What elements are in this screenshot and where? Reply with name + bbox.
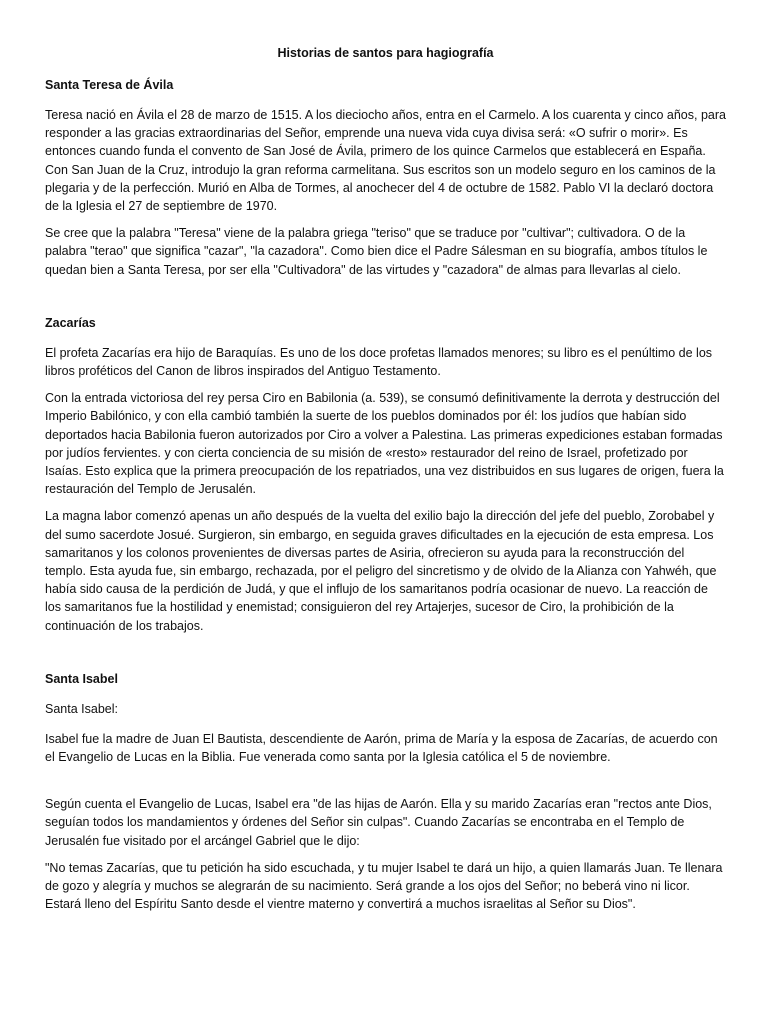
paragraph: Con la entrada victoriosa del rey persa Ciro en Babilonia (a. 539), se consumó definitivamente la derrota y destrucción del Imperio Babilónico, y con ella cambió también la suerte de los pueblos dominados por él: los judíos que habían sido deportados hacia Babilonia fueron autorizados por Ciro a volver a Palestina. Las primeras expediciones estaban formadas por judíos fervientes. y con cierta conciencia de su misión de «resto» restaurador del reino de Israel, profetizado por Isaías. Esto explica que la primera preocupación de los repatriados, una vez distribuidos en sus lugares de origen, fuera la restauración del Templo de Jerusalén. xyxy=(45,391,724,497)
paragraph: El profeta Zacarías era hijo de Baraquías. Es uno de los doce profetas llamados menores; su libro es el penúltimo de los libros proféticos del Canon de libros inspirados del Antiguo Testamento. xyxy=(45,345,713,379)
paragraph: La magna labor comenzó apenas un año después de la vuelta del exilio bajo la dirección del jefe del pueblo, Zorobabel y del sumo sacerdote Josué. Surgieron, sin embargo, en seguida graves dificultades en la ejecución de esta empresa. Los samaritanos y los colonos provenientes de diversas partes de Asiria, ofrecieron su ayuda para la reconstrucción del templo. Esta ayuda fue, sin embargo, rechazada, por el peligro del sincretismo y de olvido de la Alianza con Yahwéh, que había sido causa de la perdición de Judá, y que el influjo de los samaritanos podría ocasionar de nuevo. La reacción de los samaritanos fue la hostilidad y enemistad; consiguieron del rey Artajerjes, sucesor de Ciro, la prohibición de la continuación de los trabajos. xyxy=(45,509,717,633)
paragraph: Se cree que la palabra "Teresa" viene de la palabra griega "teriso" que se traduce por "cultivar"; cultivadora. O de la palabra "terao" que significa "cazar", "la cazadora". Como bien dice el Padre Sálesman en su biografía, ambos títulos le quedan bien a Santa Teresa, por ser ella "Cultivadora" de las virtudes y "cazadora" de almas para llevarlas al cielo. xyxy=(45,226,708,277)
document-title: Historias de santos para hagiografía xyxy=(277,46,494,60)
paragraph: "No temas Zacarías, que tu petición ha sido escuchada, y tu mujer Isabel te dará un hijo, a quien llamarás Juan. Te llenara de gozo y alegría y muchos se alegrarán de su nacimiento. Será grande a los ojos del Señor; no beberá vino ni licor. Estará lleno del Espíritu Santo desde el vientre materno y convertirá a muchos israelitas al Señor su Dios". xyxy=(45,860,723,912)
paragraph: Isabel fue la madre de Juan El Bautista, descendiente de Aarón, prima de María y la esposa de Zacarías, de acuerdo con el Evangelio de Lucas en la Biblia. Fue venerada como santa por la Iglesia católica el 5 de noviembre. xyxy=(45,731,718,765)
section-subheading-isabel: Santa Isabel: xyxy=(45,701,118,716)
paragraph: Según cuenta el Evangelio de Lucas, Isabel era "de las hijas de Aarón. Ella y su marido Zacarías eran "rectos ante Dios, seguían todos los mandamientos y órdenes del Señor sin culpas". Cuando Zacarías se encontraba en el Templo de Jerusalén fue visitado por el arcángel Gabriel que le dijo: xyxy=(45,797,712,848)
paragraph: Teresa nació en Ávila el 28 de marzo de 1515. A los dieciocho años, entra en el Carmelo. A los cuarenta y cinco años, para responder a las gracias extraordinarias del Señor, emprende una nueva vida cuya divisa será: «O sufrir o morir». Es entonces cuando funda el convento de San José de Ávila, primero de los quince Carmelos que establecerá en España. Con San Juan de la Cruz, introdujo la gran reforma carmelitana. Sus escritos son un modelo seguro en los caminos de la plegaria y de la perfección. Murió en Alba de Tormes, al anochecer del 4 de octubre de 1582. Pablo VI la declaró doctora de la Iglesia el 27 de septiembre de 1970. xyxy=(45,108,726,214)
spacer xyxy=(45,775,726,795)
section-heading-zacarias: Zacarías xyxy=(45,315,96,330)
section-heading-isabel: Santa Isabel xyxy=(45,671,118,686)
section-heading-teresa: Santa Teresa de Ávila xyxy=(45,78,174,92)
spacer xyxy=(45,288,726,314)
spacer xyxy=(45,644,726,670)
